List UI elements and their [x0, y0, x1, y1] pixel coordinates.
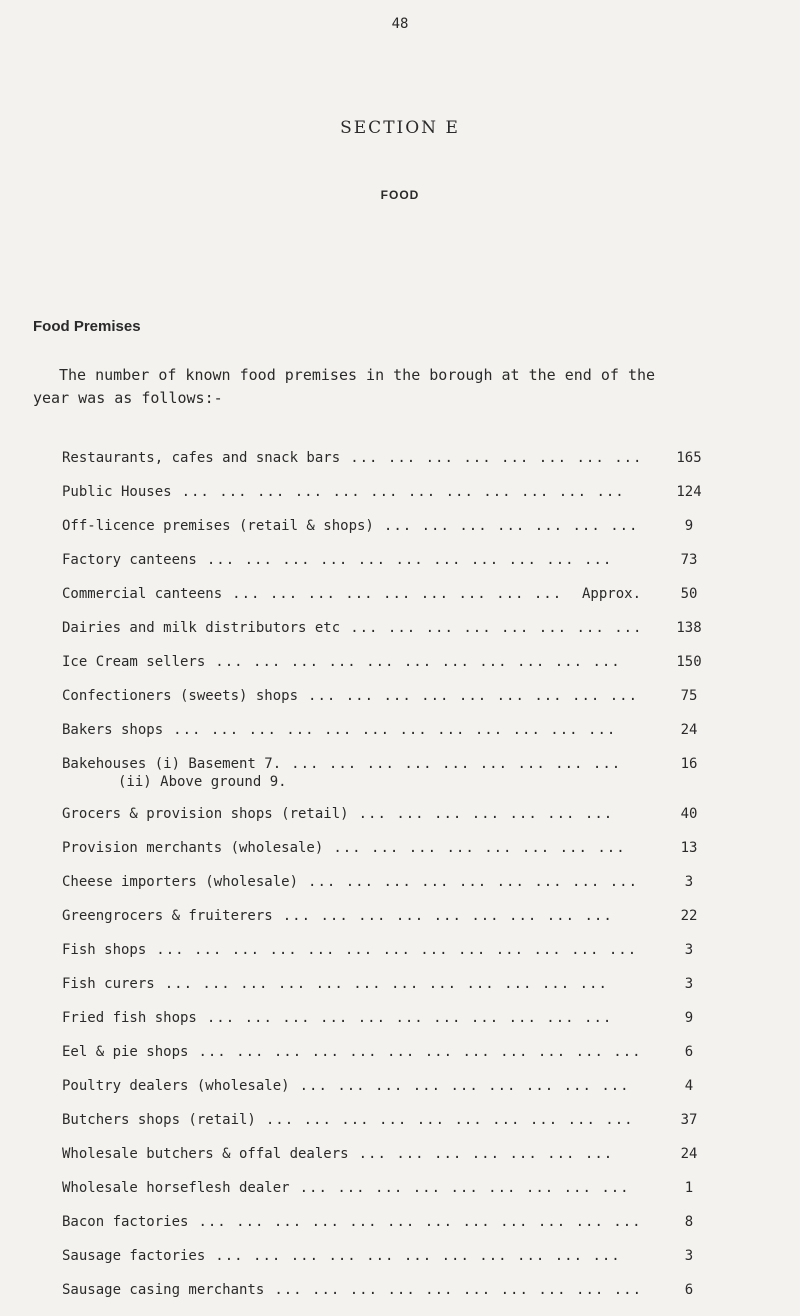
premises-row [0, 1044, 800, 1078]
premises-subline: (ii) Above ground 9. [118, 774, 287, 790]
premises-label: Confectioners (sweets) shops [62, 688, 299, 704]
premises-count: 9 [684, 518, 694, 534]
premises-row [0, 688, 800, 722]
intro-line-1: The number of known food premises in the borough at the end of the [59, 366, 656, 384]
leader-dots: ... ... ... ... ... ... ... ... ... ... ... ... [173, 722, 617, 738]
premises-label: Sausage factories [62, 1248, 206, 1264]
premises-label: Restaurants, cafes and snack bars [62, 450, 341, 466]
intro-paragraph [33, 364, 773, 410]
premises-label: Cheese importers (wholesale) [62, 874, 299, 890]
leader-dots: ... ... ... ... ... ... ... ... ... ... ... ... [181, 484, 625, 500]
leader-dots: ... ... ... ... ... ... ... ... [350, 450, 643, 466]
leader-dots: ... ... ... ... ... ... ... ... ... ... ... [206, 552, 613, 568]
leader-dots: ... ... ... ... ... ... ... ... ... [232, 586, 563, 602]
premises-label: Poultry dealers (wholesale) [62, 1078, 290, 1094]
leader-dots: ... ... ... ... ... ... ... [383, 518, 639, 534]
food-premises-heading: Food Premises [33, 318, 141, 335]
premises-label: Commercial canteens [62, 586, 223, 602]
leader-dots: ... ... ... ... ... ... ... ... ... [282, 908, 613, 924]
premises-label: Grocers & provision shops (retail) [62, 806, 349, 822]
premises-label: Fish curers [62, 976, 155, 992]
section-title: SECTION E [340, 118, 460, 138]
leader-dots: ... ... ... ... ... ... ... ... ... [299, 1180, 630, 1196]
leader-dots: ... ... ... ... ... ... ... ... ... [308, 874, 639, 890]
premises-count: 75 [680, 688, 698, 704]
premises-label: Factory canteens [62, 552, 197, 568]
leader-dots: ... ... ... ... ... ... ... ... ... [308, 688, 639, 704]
premises-count: 73 [680, 552, 698, 568]
premises-label: Dairies and milk distributors etc [62, 620, 341, 636]
premises-row [0, 1112, 800, 1146]
leader-dots: ... ... ... ... ... ... ... ... [333, 840, 626, 856]
premises-row [0, 1180, 800, 1214]
premises-label: Fried fish shops [62, 1010, 197, 1026]
premises-row [0, 976, 800, 1010]
premises-count: 37 [680, 1112, 698, 1128]
premises-label: Sausage casing merchants [62, 1282, 265, 1298]
premises-count: 24 [680, 722, 698, 738]
leader-dots: ... ... ... ... ... ... ... ... ... ... ... ... ... [156, 942, 638, 958]
leader-dots: ... ... ... ... ... ... ... ... ... ... ... [215, 1248, 621, 1264]
premises-count: 3 [684, 874, 694, 890]
premises-label: Greengrocers & fruiterers [62, 908, 273, 924]
leader-dots: ... ... ... ... ... ... ... ... ... ... [274, 1282, 643, 1298]
premises-row [0, 1282, 800, 1316]
premises-row [0, 942, 800, 976]
premises-count: 9 [684, 1010, 694, 1026]
premises-count: 138 [676, 620, 702, 636]
leader-dots: ... ... ... ... ... ... ... ... ... ... ... ... [198, 1044, 642, 1060]
premises-row [0, 654, 800, 688]
premises-count: 16 [680, 756, 698, 772]
premises-count: 6 [684, 1044, 694, 1060]
intro-line-2: year was as follows:- [33, 389, 223, 407]
premises-row [0, 1078, 800, 1112]
premises-count: 165 [676, 450, 702, 466]
premises-row [0, 840, 800, 874]
premises-count: 3 [684, 976, 694, 992]
leader-dots: ... ... ... ... ... ... ... [358, 806, 614, 822]
premises-label: Provision merchants (wholesale) [62, 840, 324, 856]
premises-count: 3 [684, 1248, 694, 1264]
premises-row [0, 806, 800, 840]
premises-count: 22 [680, 908, 698, 924]
approx-prefix: Approx. [582, 586, 642, 602]
premises-count: 8 [684, 1214, 694, 1230]
leader-dots: ... ... ... ... ... ... ... ... ... ... ... ... [198, 1214, 642, 1230]
premises-label: Bakers shops [62, 722, 164, 738]
premises-label: Bacon factories [62, 1214, 189, 1230]
premises-label: Fish shops [62, 942, 147, 958]
leader-dots: ... ... ... ... ... ... ... ... ... ... [265, 1112, 634, 1128]
leader-dots: ... ... ... ... ... ... ... ... [350, 620, 643, 636]
premises-row [0, 620, 800, 654]
premises-label: Butchers shops (retail) [62, 1112, 256, 1128]
premises-row [0, 1214, 800, 1248]
premises-row [0, 756, 800, 806]
leader-dots: ... ... ... ... ... ... ... ... ... ... ... ... [164, 976, 608, 992]
premises-count: 1 [684, 1180, 694, 1196]
premises-count: 4 [684, 1078, 694, 1094]
premises-count: 124 [676, 484, 702, 500]
premises-count: 150 [676, 654, 702, 670]
premises-row [0, 586, 800, 620]
section-subtitle: FOOD [380, 188, 420, 202]
premises-row [0, 1146, 800, 1180]
premises-row [0, 1010, 800, 1044]
premises-count: 6 [684, 1282, 694, 1298]
premises-label: Wholesale horseflesh dealer [62, 1180, 290, 1196]
premises-label: Off-licence premises (retail & shops) [62, 518, 374, 534]
premises-row [0, 552, 800, 586]
premises-row [0, 518, 800, 552]
premises-label: Eel & pie shops [62, 1044, 189, 1060]
premises-count: 3 [684, 942, 694, 958]
premises-label: Public Houses [62, 484, 172, 500]
page-number: 48 [391, 16, 409, 32]
premises-label: Ice Cream sellers [62, 654, 206, 670]
premises-row [0, 1248, 800, 1282]
leader-dots: ... ... ... ... ... ... ... ... ... [291, 756, 622, 772]
premises-count: 50 [680, 586, 698, 602]
premises-row [0, 484, 800, 518]
premises-row [0, 908, 800, 942]
leader-dots: ... ... ... ... ... ... ... [358, 1146, 614, 1162]
leader-dots: ... ... ... ... ... ... ... ... ... ... ... [215, 654, 621, 670]
premises-label: Wholesale butchers & offal dealers [62, 1146, 349, 1162]
leader-dots: ... ... ... ... ... ... ... ... ... ... ... [206, 1010, 613, 1026]
premises-count: 13 [680, 840, 698, 856]
premises-row [0, 722, 800, 756]
premises-list [0, 450, 800, 1316]
premises-count: 40 [680, 806, 698, 822]
premises-row [0, 450, 800, 484]
premises-row [0, 874, 800, 908]
premises-count: 24 [680, 1146, 698, 1162]
leader-dots: ... ... ... ... ... ... ... ... ... [299, 1078, 630, 1094]
premises-label: Bakehouses (i) Basement 7. [62, 756, 282, 772]
